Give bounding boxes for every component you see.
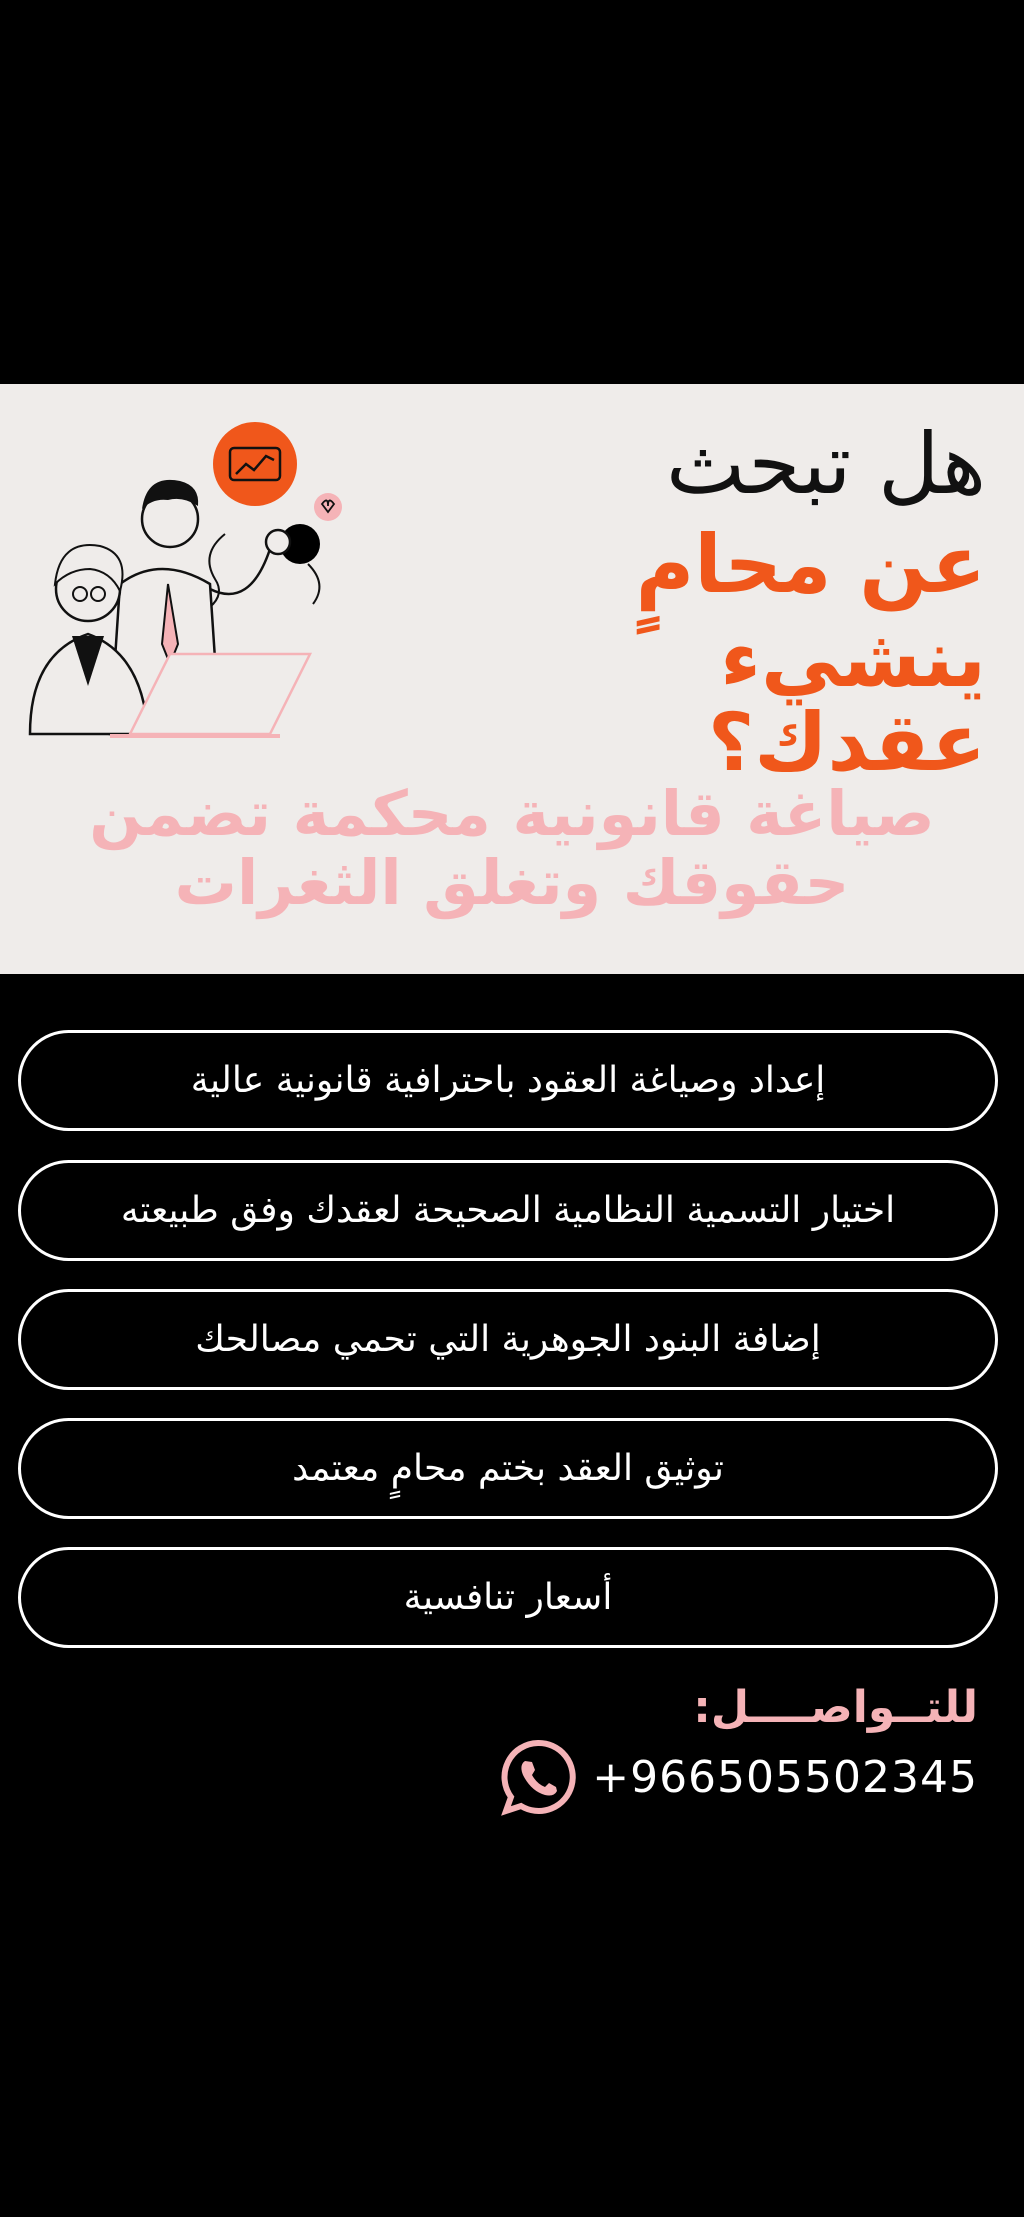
- phone-number[interactable]: +966505502345: [592, 1751, 978, 1803]
- service-item-drafting[interactable]: إعداد وصياغة العقود باحترافية قانونية عالية: [18, 1030, 998, 1131]
- service-item-notarization[interactable]: توثيق العقد بختم محامٍ معتمد: [18, 1418, 998, 1519]
- whatsapp-icon[interactable]: [498, 1737, 578, 1817]
- hero-banner: [0, 384, 1024, 974]
- headline: [426, 415, 986, 789]
- service-item-pricing[interactable]: أسعار تنافسية: [18, 1547, 998, 1648]
- headline-line-2: عن محامٍ: [635, 517, 986, 611]
- service-item-clauses[interactable]: إضافة البنود الجوهرية التي تحمي مصالحك: [18, 1289, 998, 1390]
- contact-row[interactable]: [498, 1736, 978, 1818]
- hero-subtitle: صياغة قانونية محكمة تضمن حقوقك وتغلق الثغرات: [89, 777, 935, 920]
- headline-line-3: ينشيء عقدك؟: [707, 611, 986, 789]
- headline-line-1: هل تبحث: [665, 415, 986, 513]
- lawyers-illustration: [10, 414, 355, 744]
- service-item-naming[interactable]: اختيار التسمية النظامية الصحيحة لعقدك وفق طبيعته: [18, 1160, 998, 1261]
- contact-label: للتــواصــــل:: [693, 1682, 978, 1733]
